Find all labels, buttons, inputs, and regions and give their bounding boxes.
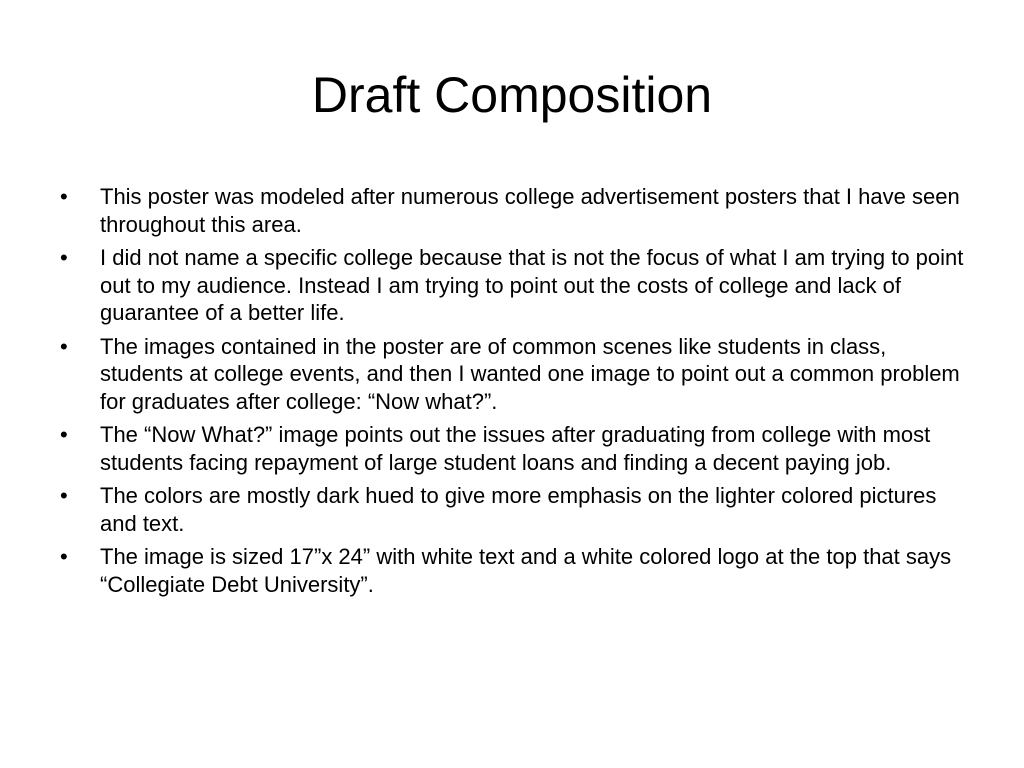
bullet-dot-icon: • bbox=[60, 245, 68, 270]
bullet-dot-icon: • bbox=[60, 333, 68, 359]
slide-title: Draft Composition bbox=[311, 67, 713, 123]
bullet-text: The “Now What?” image points out the issues after graduating from college with most students facing repayment of large student loans and finding a decent paying job. bbox=[100, 422, 931, 475]
bullet-dot-icon: • bbox=[60, 422, 68, 447]
bullet-list bbox=[60, 183, 970, 604]
bullet-text: The image is sized 17”x 24” with white text and a white colored logo at the top that says “Collegiate Debt University”. bbox=[100, 544, 952, 597]
bullet-dot-icon: • bbox=[60, 184, 68, 209]
bullet-text: The colors are mostly dark hued to give more emphasis on the lighter colored pictures and text. bbox=[100, 483, 937, 536]
bullet-item bbox=[60, 421, 970, 476]
bullet-item bbox=[60, 482, 970, 537]
bullet-dot-icon: • bbox=[60, 544, 68, 569]
bullet-text: I did not name a specific college because that is not the focus of what I am trying to point out to my audience. Instead I am trying to point out the costs of college and lack of guarantee of a better life. bbox=[100, 245, 964, 325]
bullet-dot-icon: • bbox=[60, 483, 68, 508]
bullet-text: This poster was modeled after numerous college advertisement posters that I have seen throughout this area. bbox=[100, 184, 960, 237]
bullet-item bbox=[60, 543, 970, 598]
bullet-item bbox=[60, 183, 970, 238]
bullet-item bbox=[60, 333, 970, 416]
bullet-item bbox=[60, 244, 970, 327]
bullet-text: The images contained in the poster are of common scenes like students in class, students at college events, and then I wanted one image to point out a common problem for graduates after college: “Now what?”. bbox=[100, 333, 960, 414]
